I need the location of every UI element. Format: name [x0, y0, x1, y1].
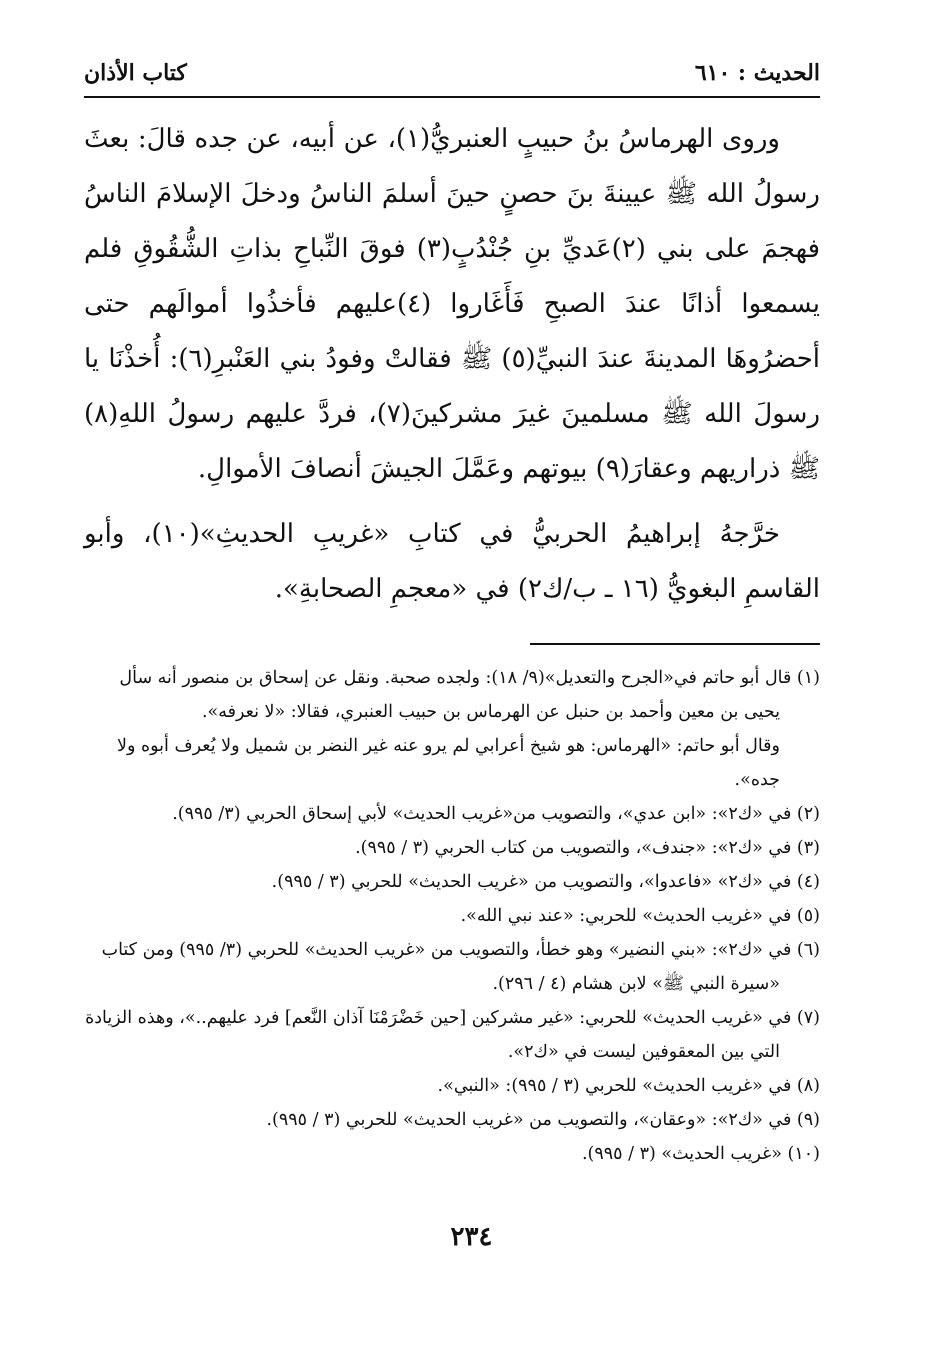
- header-hadith-number: الحديث : ٦١٠: [694, 60, 820, 86]
- footnote-separator: [530, 643, 820, 645]
- footnote-8: (٨) في «غريب الحديث» للحربي (٣ / ٩٩٥): «النبي».: [437, 1076, 820, 1096]
- footnote-5: (٥) في «غريب الحديث» للحربي: «عند نبي الله».: [460, 906, 820, 926]
- footnotes: [84, 661, 820, 1171]
- page-number: ٢٣٤: [450, 1222, 493, 1252]
- document-page: [84, 58, 820, 1171]
- paragraph-narration: وروى الهرماسُ بنُ حبيبٍ العنبريُّ(١)، عن أبيه، عن جده قالَ: بعثَ رسولُ الله ﷺ عيينةَ بنَ حصنٍ حينَ أسلمَ الناسُ ودخلَ الإسلامَ الناسُ فهجمَ على بني (٢)عَديِّ بنِ جُنْدُبٍ(٣) فوقَ النِّباحِ بذاتِ الشُّقُوقِ فلم يسمعوا أذانًا عندَ الصبحِ فَأَغَاروا (٤)عليهم فأخذُوا أموالَهم حتى أحضرُوهَا المدينةَ عندَ النبيِّ(٥) ﷺ فقالتْ وفودُ بني العَنْبرِ(٦): أُخذْنَا يا رسولَ الله ﷺ مسلمينَ غيرَ مشركينَ(٧)، فردَّ عليهم رسولُ اللهِ(٨) ﷺ ذراريهم وعقارَ(٩) بيوتهم وعَمَّلَ الجيشَ أنصافَ الأموالِ.: [84, 124, 821, 484]
- footnote-9: (٩) في «ك٢»: «وعقان»، والتصويب من «غريب الحديث» للحربي (٣ / ٩٩٥).: [266, 1110, 820, 1130]
- paragraph-takhrij: خرَّجهُ إبراهيمُ الحربيُّ في كتابِ «غريبِ الحديثِ»(١٠)، وأبو القاسمِ البغويُّ (١٦ ـ ب/ك٢) في «معجمِ الصحابةِ».: [84, 519, 820, 604]
- header-book-title: كتاب الأذان: [84, 60, 187, 86]
- footnote-1: (١) قال أبو حاتم في«الجرح والتعديل»(٩/ ١٨): ولجده صحبة. ونقل عن إسحاق بن منصور أنه سأل يحيى بن معين وأحمد بن حنبل عن الهرماس بن حبيب العنبري، فقالا: «لا نعرفه».: [119, 668, 820, 722]
- footnote-10: (١٠) «غريب الحديث» (٣ / ٩٩٥).: [581, 1144, 820, 1164]
- running-header: [84, 58, 820, 98]
- footnote-2: (٢) في «ك٢»: «ابن عدي»، والتصويب من«غريب الحديث» لأبي إسحاق الحربي (٣/ ٩٩٥).: [172, 804, 820, 824]
- footnote-4: (٤) في «ك٢» «فاعدوا»، والتصويب من «غريب الحديث» للحربي (٣ / ٩٩٥).: [271, 872, 820, 892]
- footnote-6: (٦) في «ك٢»: «بني النضير» وهو خطأ، والتصويب من «غريب الحديث» للحربي (٣/ ٩٩٥) ومن كتاب «سيرة النبي ﷺ» لابن هشام (٤ / ٢٩٦).: [101, 940, 820, 994]
- header-rule: [84, 96, 820, 98]
- main-text: [84, 112, 820, 617]
- footnote-7: (٧) في «غريب الحديث» للحربي: «غير مشركين [حين خَضْرَمْنَا آذان النَّعم] فرد عليهم..»، وهذه الزيادة التي بين المعقوفين ليست في «ك٢».: [85, 1008, 820, 1062]
- footnote-3: (٣) في «ك٢»: «جندف»، والتصويب من كتاب الحربي (٣ / ٩٩٥).: [355, 838, 820, 858]
- footnote-1-continued: وقال أبو حاتم: «الهرماس: هو شيخ أعرابي لم يرو عنه غير النضر بن شميل ولا يُعرف أبوه ولا جده».: [116, 736, 780, 790]
